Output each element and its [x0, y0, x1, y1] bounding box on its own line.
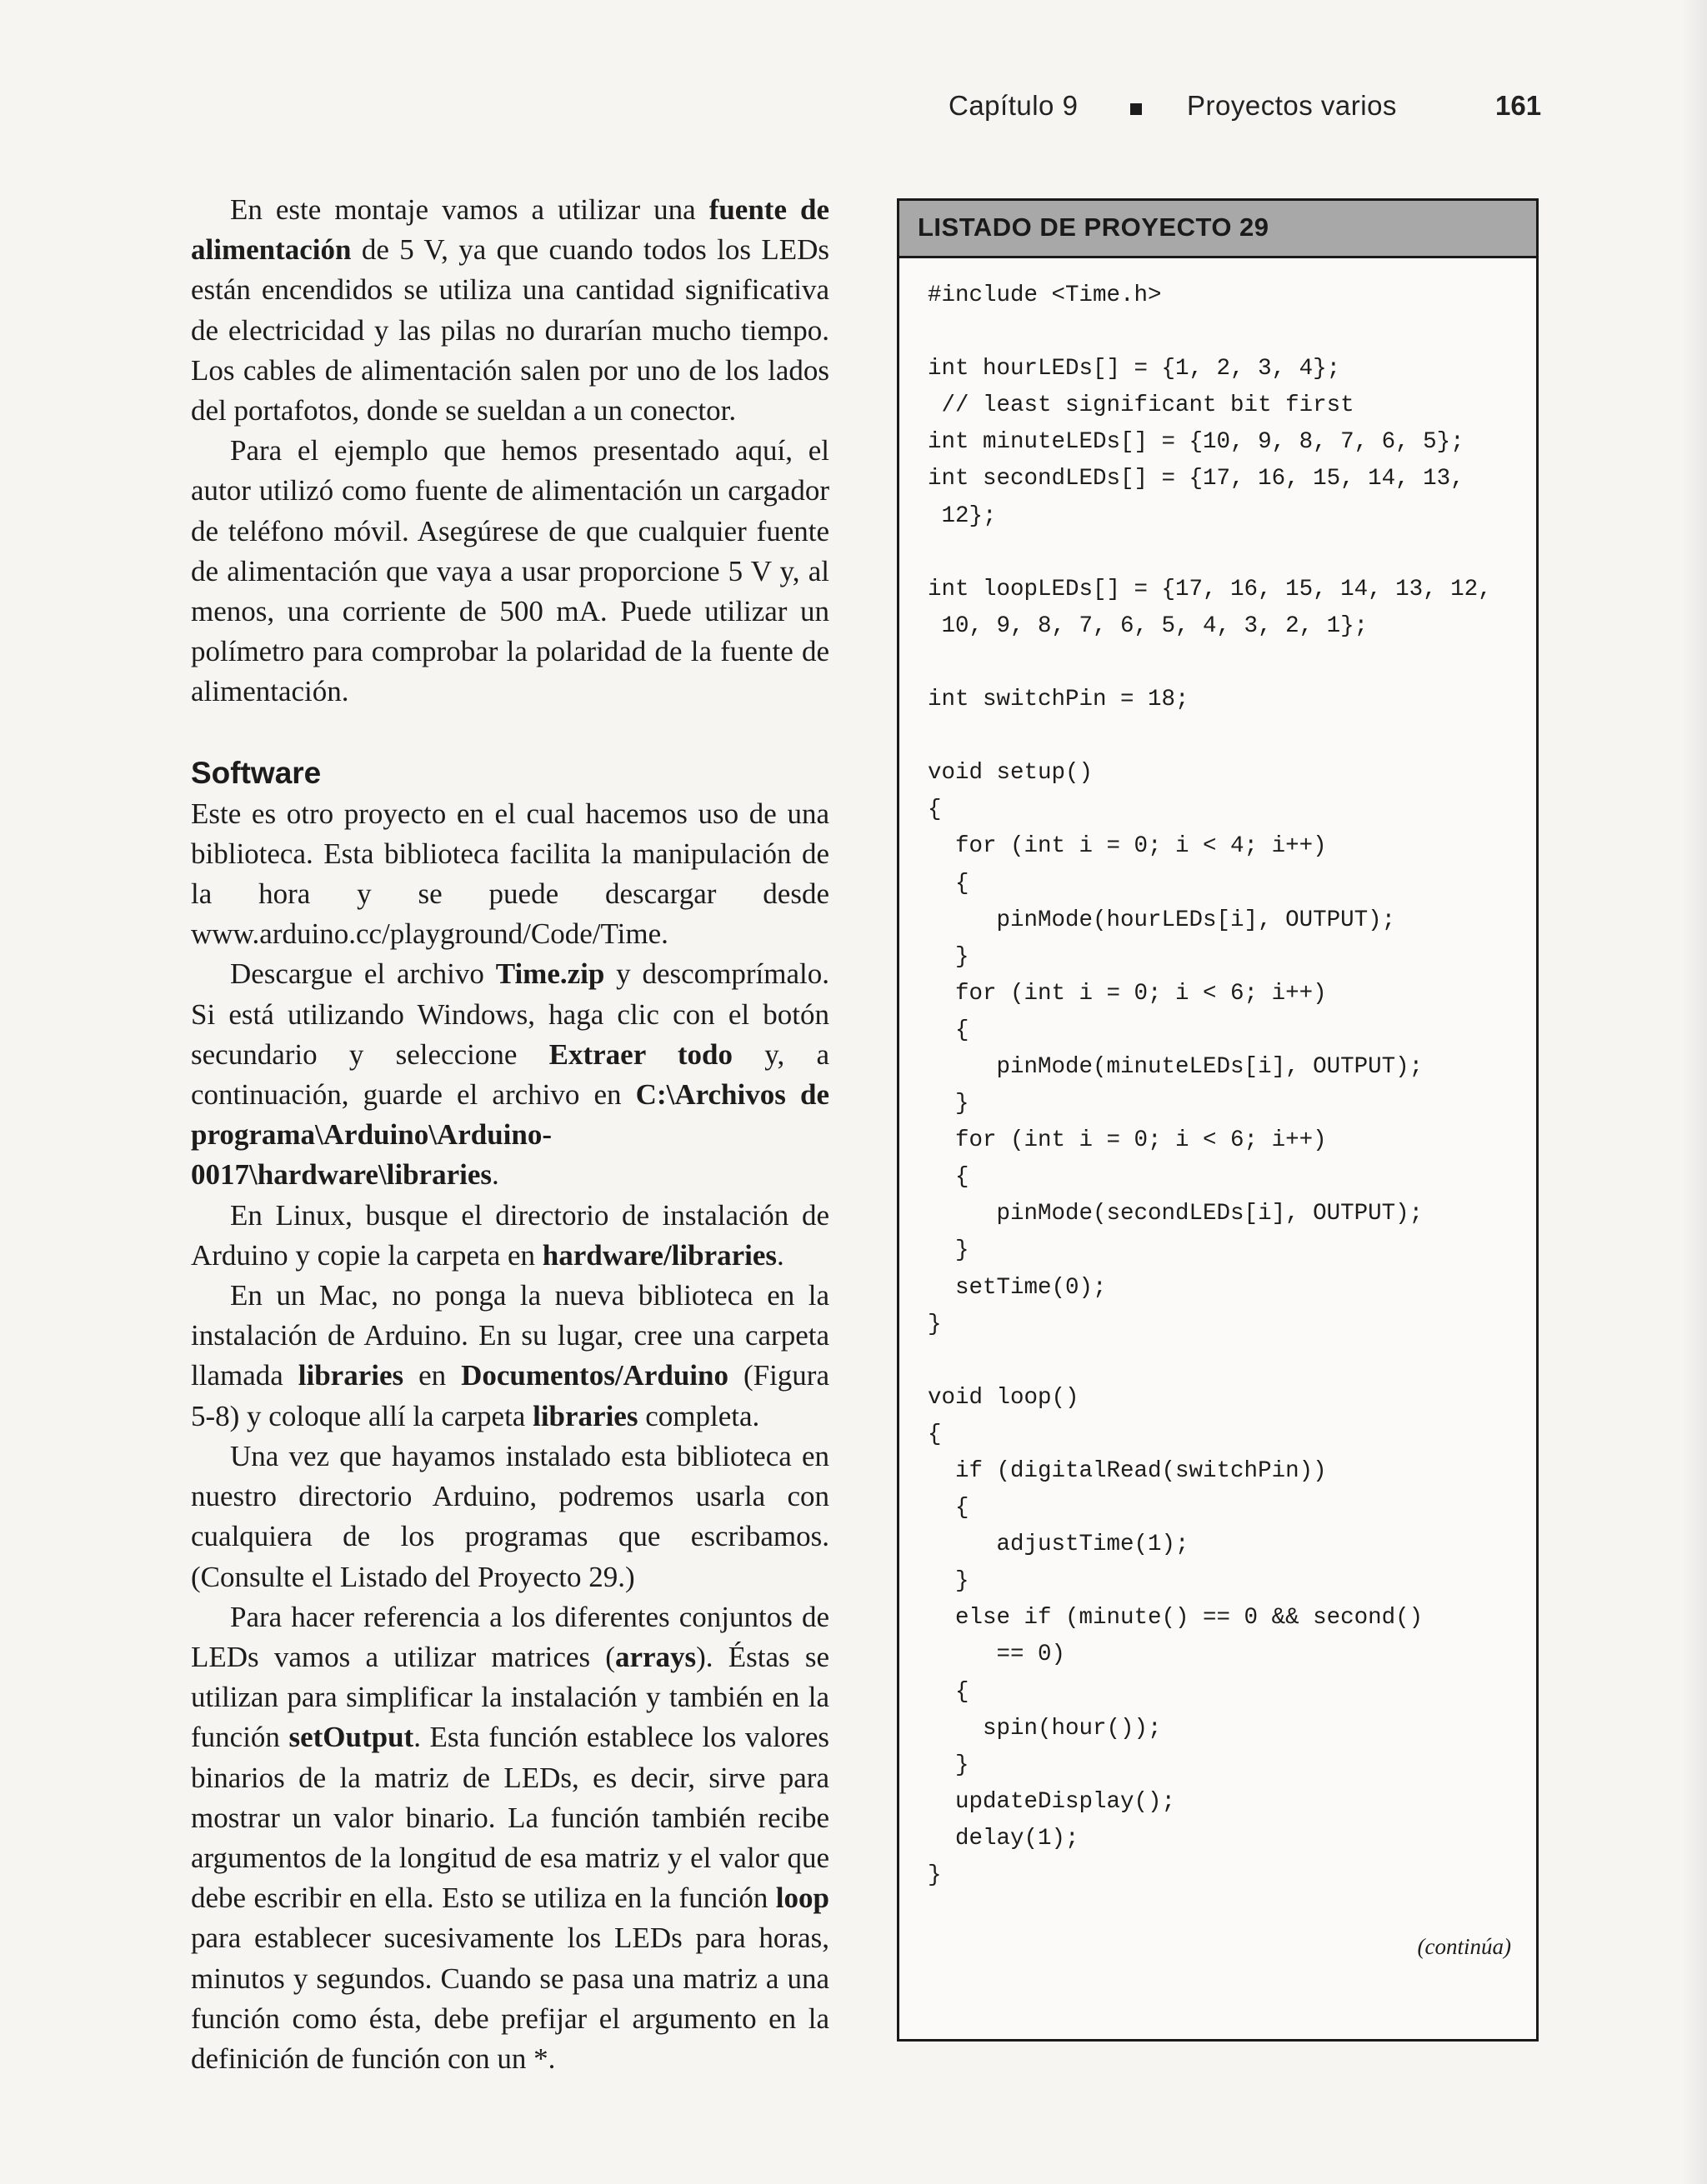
chapter-label: Capítulo 9: [949, 90, 1079, 121]
listing-title-bar: [899, 201, 1536, 258]
paragraph-arrays: Para hacer referencia a los diferentes conjuntos de LEDs vamos a utilizar matrices (arrays). Éstas se utilizan para simplificar la instalación y también en la función setOutput. Esta función establece los valores binarios de la matriz de LEDs, es decir, sirve para mostrar un valor binario. La función también recibe argumentos de la longitud de esa matriz y el valor que debe escribir en ella. Esto se utiliza en la función loop para establecer sucesivamente los LEDs para horas, minutos y segundos. Cuando se pasa una matriz a una función como ésta, debe prefijar el argumento en la definición de función con un *.: [191, 1600, 829, 2075]
page-number: 161: [1495, 90, 1542, 121]
paragraph-charger: Para el ejemplo que hemos presentado aquí, el autor utilizó como fuente de alimentación un cargador de teléfono móvil. Asegúrese de que cualquier fuente de alimentación que vaya a usar proporcione 5 V y, al menos, una corriente de 500 mA. Puede utilizar un polímetro para comprobar la polaridad de la fuente de alimentación.: [191, 434, 829, 708]
listing-title: LISTADO DE PROYECTO 29: [918, 212, 1269, 242]
page-edge-shadow: [1682, 0, 1707, 2184]
paragraph-installed: Una vez que hayamos instalado esta biblioteca en nuestro directorio Arduino, podremos usarla con cualquiera de los programas que escribamos. (Consulte el Listado del Proyecto 29.): [191, 1439, 829, 1593]
paragraph-library: Este es otro proyecto en el cual hacemos uso de una biblioteca. Esta biblioteca facilita la manipulación de la hora y se puede descargar desde www.arduino.cc/playground/Code/Time.: [191, 797, 829, 951]
square-bullet-icon: [1130, 103, 1142, 115]
code-block: #include <Time.h> int hourLEDs[] = {1, 2, 3, 4}; // least significant bit first int minuteLEDs[] = {10, 9, 8, 7, 6, 5}; int secondLEDs[] = {17, 16, 15, 14, 13, 12}; int loopLEDs[] = {17, 16, 15, 14, 13, 12, 10, 9, 8, 7, 6, 5, 4, 3, 2, 1}; int switchPin = 18; void setup() { for (int i = 0; i < 4; i++) { pinMode(hourLEDs[i], OUTPUT); } for (int i = 0; i < 6; i++) { pinMode(minuteLEDs[i], OUTPUT); } for (int i = 0; i < 6; i++) { pinMode(secondLEDs[i], OUTPUT); } setTime(0); } void loop() { if (digitalRead(switchPin)) { adjustTime(1); } else if (minute() == 0 && second() == 0) { spin(hour()); } updateDisplay(); delay(1); }: [928, 282, 1492, 1889]
section-heading-software: Software: [191, 755, 322, 790]
continued-note: (continúa): [1417, 1934, 1511, 1959]
paragraph-mac: En un Mac, no ponga la nueva biblioteca en la instalación de Arduino. En su lugar, cree una carpeta llamada libraries en Documentos/Arduino (Figura 5-8) y coloque allí la carpeta libraries completa.: [191, 1279, 829, 1432]
section-label: Proyectos varios: [1187, 90, 1397, 121]
running-header: [942, 90, 1542, 132]
paragraph-linux: En Linux, busque el directorio de instalación de Arduino y copie la carpeta en hardware/libraries.: [191, 1198, 829, 1272]
paragraph-windows: Descargue el archivo Time.zip y descomprímalo. Si está utilizando Windows, haga clic con el botón secundario y seleccione Extraer todo y, a continuación, guarde el archivo en C:\Archivos de programa\Arduino\Arduino-0017\hardware\libraries.: [191, 957, 830, 1192]
code-listing-box: [897, 198, 1539, 2042]
body-text-column: [191, 190, 829, 2079]
paragraph-power-supply: En este montaje vamos a utilizar una fuente de alimentación de 5 V, ya que cuando todos los LEDs están encendidos se utiliza una cantidad significativa de electricidad y las pilas no durarían mucho tiempo. Los cables de alimentación salen por uno de los lados del portafotos, donde se sueldan a un conector.: [191, 193, 830, 427]
